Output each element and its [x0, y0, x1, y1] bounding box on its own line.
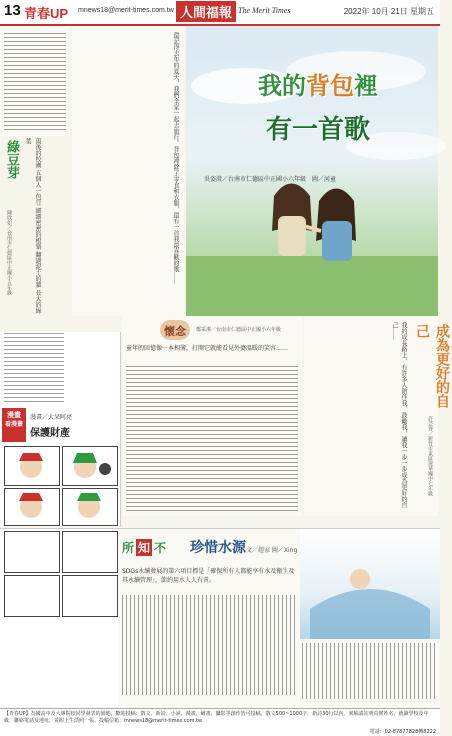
- knowledge-title: 珍惜水源: [190, 540, 246, 556]
- growth-byline: 許芸齊／新竹市東區建華國中七年級: [427, 416, 433, 496]
- comic-panel-2: [62, 446, 118, 486]
- comic-panel-4: [62, 488, 118, 526]
- comic-label-top: 漫畫: [7, 411, 21, 419]
- comic-label-bottom: 看漫畫: [4, 421, 23, 428]
- paper-logo: 人間福報: [176, 1, 236, 22]
- green-sprout-label: 綠豆芽: [4, 140, 19, 179]
- title-line2: 有一首歌: [265, 115, 370, 145]
- knowledge-more-text: [122, 595, 298, 695]
- nostalgia-label: [160, 320, 190, 340]
- comic-panel-1: [4, 446, 60, 486]
- comic-title: 保護財產: [30, 428, 70, 439]
- growth-body: 我的成長路上，有許多人陪伴我、鼓勵我，讓我一步一步成為更好的自己……: [391, 322, 407, 508]
- growth-label: [412, 324, 450, 412]
- comic-author: 漫畫／大呆阿亮: [30, 414, 73, 421]
- nostalgia-article: [122, 316, 302, 516]
- knowledge-section: [0, 528, 440, 709]
- growth-article: [304, 316, 450, 516]
- green-poem-text: 雨後的校園 五個人一包豆 細細密密的根鬚 翻過泥土的牆 長大的綠葉: [24, 138, 41, 314]
- green-sprout-poem: [22, 138, 72, 328]
- main-byline: 吳姿澄／台南市仁德區中正國小六年級 圖／河童: [204, 177, 337, 183]
- section-email[interactable]: mnews18@merit-times.com.tw: [78, 7, 174, 14]
- issue-date: 2022年 10月 21日 星期五: [343, 7, 434, 16]
- title-part1: 我的: [258, 72, 306, 100]
- green-sprout-label-box: [2, 140, 20, 200]
- main-article-body: [72, 26, 184, 316]
- kicker-box: 知: [138, 541, 151, 555]
- knowledge-more-text-2: [302, 643, 436, 699]
- footer-notice: [0, 708, 440, 736]
- comic-label: [2, 408, 26, 442]
- knowledge-body: SDGs永續發展的第六項目標是「確保所有人都能享有水及衛生及其永續管理」，節約用水人人有責。: [122, 568, 295, 584]
- knowledge-byline: 文／趙家 圖／Xing: [246, 547, 298, 554]
- page-header: [0, 0, 440, 26]
- nostalgia-label-text: 懷念: [164, 325, 186, 338]
- main-article-text: 還記得去年的夏天，我們全家一起去旅行。背包裡除了零食和衣服，還有一首我最喜歡的歌……: [172, 32, 179, 284]
- title-highlight: 背包: [306, 72, 354, 100]
- nostalgia-body: 童年的回憶像一本相簿，打開它就能看見外婆溫暖的笑容……: [126, 345, 289, 352]
- kicker-left: 所: [122, 541, 135, 555]
- main-title: [208, 66, 428, 146]
- comic-bottom-strip: [0, 529, 118, 707]
- growth-label-text: 成為更好的自己: [414, 324, 450, 408]
- main-illustration: [186, 26, 438, 316]
- knowledge-illustration: [300, 529, 440, 639]
- green-sprout-byline: 陳欣如／台南市仁德區中正國小五年級: [6, 210, 12, 295]
- left-column-text: [0, 26, 70, 136]
- footer-contact: 電話：02-87877828轉8222: [369, 729, 436, 735]
- footer-notice-text: 【青春UP】為國高中及大專院校同學發表的園地，歡迎投稿：散文、新詩、小說、漫畫、繪畫、攝影等創作皆可投稿，散文500~1000字，新詩30行以內。來稿請註明真實姓名、就讀學校及年級、聯絡電話及地址，並附上生活照一張。投稿信箱：mnews18@merit-times.com.tw: [4, 711, 429, 724]
- left-middle-text: [4, 332, 64, 402]
- nostalgia-byline: 鄭采潔／台南市仁德區中正國小六年級: [196, 327, 282, 333]
- page-number: 13: [4, 2, 21, 19]
- knowledge-kicker: [122, 539, 182, 563]
- kicker-right: 不: [154, 541, 167, 555]
- comic-panel-3: [4, 488, 60, 526]
- section-title: 青春UP: [24, 6, 69, 21]
- title-part2: 裡: [354, 72, 378, 100]
- paper-logo-en: The Merit Times: [238, 6, 291, 15]
